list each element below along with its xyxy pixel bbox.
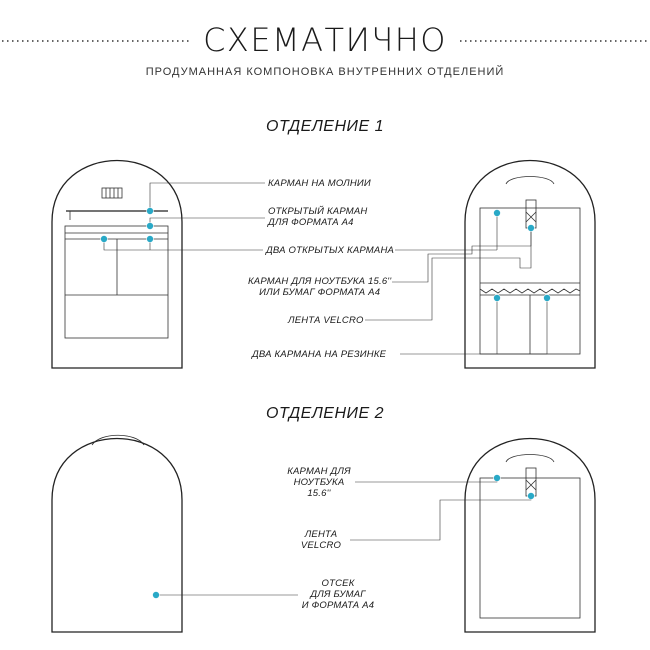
leader-elastic-b <box>497 298 547 354</box>
leader-velcro <box>365 228 531 320</box>
leader-s2-velcro <box>350 496 531 540</box>
section2-backpack-back <box>52 435 182 632</box>
dot-laptop-sleeve <box>494 210 501 217</box>
label-s2-laptop <box>284 466 354 499</box>
label-velcro: ЛЕНТА VELCRO <box>288 315 364 326</box>
label-open-pocket <box>268 206 367 228</box>
label-two-open-pockets: ДВА ОТКРЫТЫХ КАРМАНА <box>266 245 395 256</box>
label-s2-docs-line1: ОТСЕК <box>321 578 355 589</box>
page-subtitle: ПРОДУМАННАЯ КОМПОНОВКА ВНУТРЕННИХ ОТДЕЛЕНИЙ <box>145 66 505 78</box>
dot-s2-docs <box>153 592 160 599</box>
label-laptop-pocket-line1: КАРМАН ДЛЯ НОУТБУКА 15.6'' <box>248 276 392 287</box>
dot-pocket-left <box>101 236 108 243</box>
label-zip-pocket: КАРМАН НА МОЛНИИ <box>268 178 371 189</box>
label-s2-docs-line2: ДЛЯ БУМАГ <box>310 589 366 600</box>
leader-laptop <box>392 228 531 282</box>
label-open-pocket-line2: ДЛЯ ФОРМАТА А4 <box>268 217 354 228</box>
label-s2-laptop-line1: КАРМАН ДЛЯ <box>287 466 351 477</box>
label-laptop-pocket-line2: ИЛИ БУМАГ ФОРМАТА А4 <box>259 287 381 298</box>
label-elastic-pockets: ДВА КАРМАНА НА РЕЗИНКЕ <box>252 349 387 360</box>
leader-open-pocket <box>150 218 265 226</box>
label-s2-velcro-line2: VELCRO <box>300 540 342 551</box>
label-s2-docs <box>298 578 378 611</box>
label-s2-laptop-line3: 15.6'' <box>307 488 331 499</box>
label-s2-laptop-line2: НОУТБУКА <box>293 477 345 488</box>
dot-s2-velcro <box>528 493 535 500</box>
leader-zip-pocket <box>150 183 265 211</box>
label-s2-docs-line3: И ФОРМАТА А4 <box>301 600 375 611</box>
label-open-pocket-line1: ОТКРЫТЫЙ КАРМАН <box>268 206 368 217</box>
section1-backpack-inner <box>465 161 595 369</box>
leader-elastic <box>400 298 497 354</box>
section1-backpack-front <box>52 161 182 369</box>
label-laptop-pocket <box>248 276 391 298</box>
section2-title: ОТДЕЛЕНИЕ 2 <box>266 405 384 422</box>
page-title: СХЕМАТИЧНО <box>203 21 447 59</box>
dot-elastic-left <box>494 295 501 302</box>
dot-s2-laptop <box>494 475 501 482</box>
dot-open-pocket <box>147 223 154 230</box>
section1-title: ОТДЕЛЕНИЕ 1 <box>266 118 384 135</box>
section2-backpack-inner <box>465 439 595 633</box>
dot-zip-pocket <box>147 208 154 215</box>
dot-elastic-right <box>544 295 551 302</box>
leader-two-pockets <box>104 239 263 250</box>
label-s2-velcro <box>296 529 346 551</box>
leader-s2-laptop <box>355 478 497 482</box>
dot-velcro <box>528 225 535 232</box>
dot-pocket-right <box>147 236 154 243</box>
label-s2-velcro-line1: ЛЕНТА <box>304 529 338 540</box>
